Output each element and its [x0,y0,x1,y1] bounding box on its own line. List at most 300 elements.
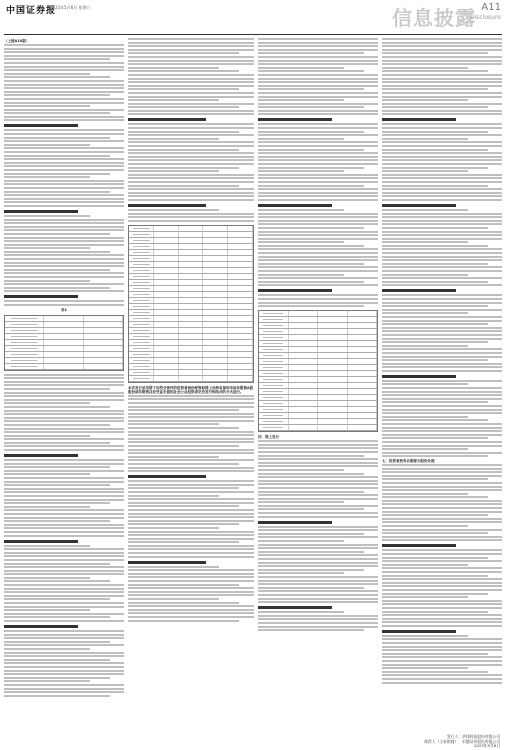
table-cell [228,262,253,267]
text-line [128,177,254,179]
table-cell [44,340,83,345]
column-4-text-2 [382,464,502,684]
text-line [382,248,502,250]
text-line [258,594,378,596]
table-cell [129,292,154,297]
text-line [4,399,124,401]
text-line [128,38,254,40]
text-line [4,680,90,682]
text-line [382,70,488,72]
text-line [258,138,344,140]
text-line [4,527,124,529]
text-line [128,612,254,614]
text-line [258,199,378,201]
text-line [4,381,124,383]
text-line [4,424,110,426]
table-cell [154,238,179,243]
text-line [4,226,124,228]
text-line [128,520,254,522]
text-line [4,545,90,547]
text-line [382,134,502,136]
table-cell [179,250,204,255]
text-line [382,363,502,365]
table-cell [129,364,154,369]
text-line [382,571,502,573]
text-line [4,630,124,632]
text-line [128,452,254,454]
text-line [128,449,254,451]
text-line [382,177,502,179]
text-line [4,395,124,397]
text-line [4,463,124,465]
text-line [258,305,364,307]
subheading-line [258,606,332,609]
text-line [4,466,110,468]
text-line [382,145,502,147]
table-cell [129,304,154,309]
table-cell [129,256,154,261]
text-line [382,294,502,296]
column-2-text [128,38,254,222]
table-cell [289,311,319,316]
text-line [382,441,502,443]
table-cell [289,407,319,412]
text-line [128,56,254,58]
table-cell [129,298,154,303]
table-cell [5,322,44,327]
text-line [382,298,502,300]
text-line [4,147,124,149]
text-line [258,234,378,236]
table-cell [203,316,228,321]
text-line [382,259,502,261]
text-line [128,42,254,44]
text-line [4,269,110,271]
text-line [382,241,468,243]
text-line [382,341,488,343]
table-cell [318,419,348,424]
text-line [4,484,110,486]
text-line [4,162,124,164]
table-cell [154,256,179,261]
text-line [4,644,124,646]
text-line [382,625,502,627]
table-cell [259,425,289,430]
text-line [382,635,468,637]
table-cell [259,353,289,358]
table-cell [5,334,44,339]
table-cell [154,322,179,327]
table-cell [228,358,253,363]
text-line [128,145,254,147]
table-cell [129,328,154,333]
text-line [382,103,502,105]
text-line [382,192,502,194]
text-line [4,548,124,550]
table-cell [348,359,378,364]
placement-table [4,315,124,371]
table-cell [318,329,348,334]
text-line [4,428,124,430]
text-line [258,174,378,176]
text-line [382,52,488,54]
text-line [258,159,378,161]
table-cell [129,232,154,237]
text-line [128,113,254,115]
text-line [382,482,502,484]
text-line [258,469,344,471]
text-line [258,508,364,510]
section-label: Disclosure [469,14,501,21]
text-line [128,45,254,47]
text-line [258,281,364,283]
table-cell [179,262,204,267]
text-line [4,205,124,207]
table-cell [84,322,123,327]
table-cell [289,323,319,328]
text-line [382,405,502,407]
table-cell [289,425,319,430]
text-line [128,70,239,72]
text-line [258,270,378,272]
table-cell [318,323,348,328]
text-line [382,227,488,229]
table-cell [318,311,348,316]
text-line [128,131,239,133]
text-line [382,529,502,531]
text-line [258,70,364,72]
table-cell [228,376,253,381]
text-line [4,251,110,253]
text-line [382,305,488,307]
text-line [258,149,364,151]
text-line [258,106,364,108]
text-line [382,266,502,268]
text-line [382,123,502,125]
text-line [4,219,124,221]
text-line [128,409,239,411]
text-line [258,572,344,574]
table-cell [228,316,253,321]
text-line [382,549,502,551]
table-cell [203,376,228,381]
table-cell [203,328,228,333]
table-cell [348,323,378,328]
table-cell [84,358,123,363]
text-line [382,638,502,640]
institution-table [258,310,378,432]
table-cell [318,401,348,406]
table-cell [318,395,348,400]
text-line [128,220,254,222]
table-cell [318,365,348,370]
text-line [4,201,124,203]
text-line [258,110,378,112]
table-cell [154,280,179,285]
table-cell [228,334,253,339]
text-line [258,78,378,80]
text-line [128,552,254,554]
text-line [382,263,488,265]
text-line [258,447,378,449]
text-line [382,56,502,58]
text-line [4,194,124,196]
text-line [4,109,124,111]
table-cell [179,358,204,363]
text-line [4,129,124,131]
text-line [128,99,219,101]
table-cell [289,335,319,340]
text-line [4,620,124,622]
text-line [382,593,488,595]
table-cell [203,268,228,273]
table-row [129,376,253,382]
text-line [382,567,502,569]
table-cell [228,244,253,249]
text-line [382,42,502,44]
text-line [4,563,110,565]
table-cell [348,401,378,406]
table-cell [179,298,204,303]
text-line [382,401,488,403]
text-line [258,458,378,460]
text-line [382,238,502,240]
table-cell [84,346,123,351]
text-line [4,673,124,675]
table-cell [203,352,228,357]
text-line [4,144,90,146]
table-title: 表1 [61,307,67,312]
text-line [128,78,254,80]
subheading-line [382,289,456,292]
text-line [382,330,502,332]
text-line [128,156,254,158]
text-line [382,277,502,279]
text-line [4,87,124,89]
table-cell [179,316,204,321]
text-line [4,180,124,182]
column-2 [128,38,254,744]
text-line [382,223,502,225]
table-cell [348,413,378,418]
table-cell [318,407,348,412]
text-line [258,629,364,631]
table-cell [154,232,179,237]
text-line [128,402,254,404]
table-cell [318,341,348,346]
subheading-line [258,204,332,207]
text-line [258,298,378,300]
table-cell [203,274,228,279]
text-line [382,507,502,509]
text-line [258,185,364,187]
text-line [258,476,378,478]
text-line [258,67,344,69]
text-line [128,548,254,550]
table-cell [203,364,228,369]
text-line [382,618,502,620]
table-cell [179,238,204,243]
table-cell [289,395,319,400]
text-line [382,437,488,439]
text-line [4,595,124,597]
table-cell [259,341,289,346]
text-line [128,106,239,108]
page-header [0,0,506,36]
text-line [258,533,364,535]
table-cell [154,340,179,345]
text-line [382,110,502,112]
text-line [128,545,254,547]
text-line [128,584,239,586]
text-line [4,222,124,224]
column-3-text [258,38,378,307]
text-line [128,81,254,83]
text-line [382,532,488,534]
table-cell [348,371,378,376]
text-line [382,113,502,115]
table-cell [289,365,319,370]
text-line [4,102,124,104]
table-cell [44,346,83,351]
table-cell [129,268,154,273]
text-line [128,602,239,604]
text-line [382,152,502,154]
table-cell [348,353,378,358]
text-line [4,272,124,274]
table-cell [203,310,228,315]
text-line [258,188,378,190]
text-line [4,191,110,193]
text-line [382,170,468,172]
text-line [4,105,90,107]
text-line [258,131,364,133]
text-line [382,518,502,520]
article-columns [4,38,502,744]
table-cell [348,317,378,322]
text-line [4,506,90,508]
text-line [258,505,378,507]
text-line [258,558,378,560]
text-line [382,398,502,400]
text-line [382,511,502,513]
text-line [382,316,502,318]
table-cell [203,292,228,297]
text-line [4,417,124,419]
text-line [4,240,124,242]
text-line [4,520,110,522]
text-line [258,252,378,254]
table-cell [203,370,228,375]
text-line [258,562,378,564]
table-cell [228,256,253,261]
table-cell [318,371,348,376]
table-cell [228,322,253,327]
text-line [382,131,488,133]
text-line [258,540,344,542]
text-line [382,448,468,450]
text-line [258,145,378,147]
text-line [382,220,502,222]
text-line [4,140,124,142]
text-line [382,653,488,655]
table-cell [318,377,348,382]
text-line [128,216,254,218]
text-line [4,51,124,53]
text-line [4,62,124,64]
text-line [258,487,378,489]
text-line [382,660,502,662]
text-line [4,233,110,235]
table-cell [84,364,123,369]
table-cell [228,250,253,255]
table-cell [154,274,179,279]
table-cell [259,407,289,412]
text-line [382,138,468,140]
text-line [4,420,124,422]
table-cell [154,328,179,333]
table-row [5,364,123,370]
table-cell [348,335,378,340]
text-line [4,438,124,440]
text-line [258,465,378,467]
table-cell [203,238,228,243]
text-line [382,352,502,354]
subheading-line [382,375,456,378]
text-line [258,195,378,197]
text-line [258,170,344,172]
table-cell [179,322,204,327]
table-cell [259,383,289,388]
text-line [4,552,124,554]
table-cell [5,364,44,369]
text-line [128,74,254,76]
text-line [128,580,254,582]
text-line [382,149,488,151]
table-cell [154,304,179,309]
table-cell [259,389,289,394]
text-line [128,195,254,197]
text-line [382,656,502,658]
text-line [4,445,124,447]
text-line [4,662,124,664]
table-cell [154,286,179,291]
table-cell [154,334,179,339]
text-line [382,85,502,87]
text-line [382,380,502,382]
text-line [382,486,502,488]
text-line [4,410,124,412]
subheading-line [4,454,78,457]
text-line [382,213,502,215]
text-line [382,92,502,94]
text-line [258,544,378,546]
text-line [4,648,90,650]
text-line [382,671,488,673]
text-line [128,569,254,571]
text-line [4,80,124,82]
table-cell [84,328,123,333]
table-cell [203,322,228,327]
text-line [128,420,254,422]
subheading-line [382,204,456,207]
table-cell [228,268,253,273]
text-line [382,394,502,396]
text-line [128,498,254,500]
table-cell [179,226,204,231]
text-line [128,434,254,436]
text-line [382,564,468,566]
